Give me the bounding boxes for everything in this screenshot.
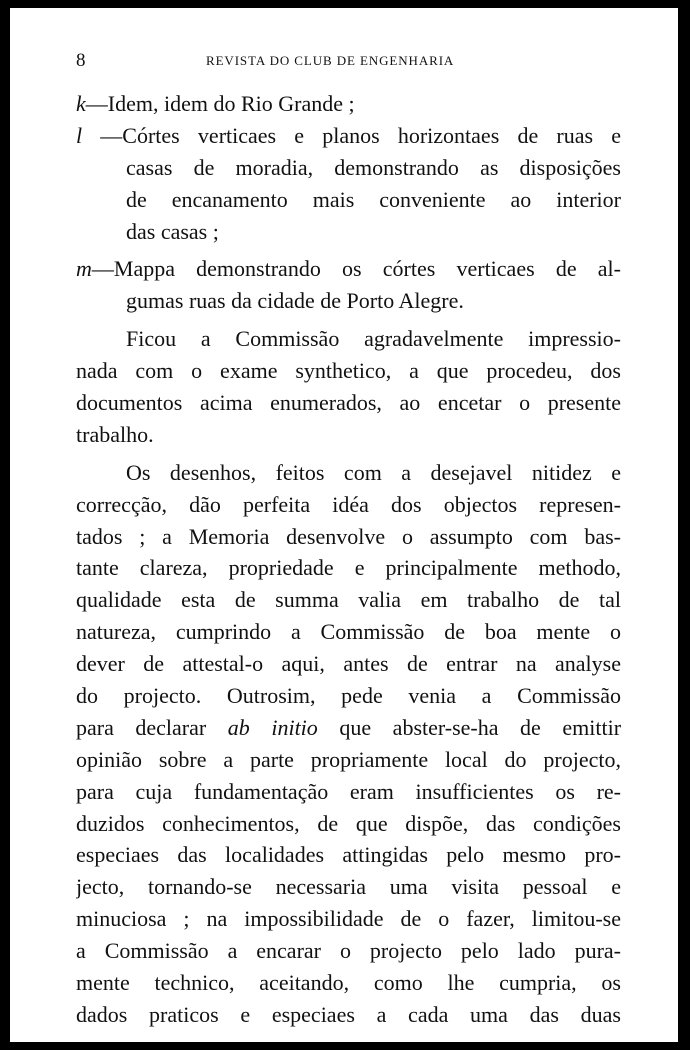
text-line: trabalho. [76, 421, 154, 447]
text-line: de encanamento mais conveniente ao interior [126, 186, 621, 212]
book-page [10, 8, 678, 1042]
text-line: para cuja fundamentação eram insufficientes os re- [76, 778, 621, 804]
list-item-key: k [76, 91, 86, 116]
text-line: gumas ruas da cidade de Porto Alegre. [126, 288, 464, 314]
text-line: tante clareza, propriedade e principalmente methodo, [76, 555, 621, 581]
list-item-m [76, 253, 621, 285]
text-line: Os desenhos, feitos com a desejavel nitidez e [126, 459, 621, 485]
text-line [76, 712, 621, 744]
text-line: das casas ; [126, 218, 219, 244]
latin-phrase: ab initio [227, 714, 318, 740]
list-item-key: l [76, 122, 83, 148]
list-item-text: —Idem, idem do Rio Grande ; [85, 91, 355, 116]
text-line: documentos acima enumerados, ao encetar o presente [76, 390, 621, 416]
text-line: tados ; a Memoria desenvolve o assumpto com bas- [76, 523, 621, 549]
body-text [76, 88, 621, 1031]
list-item-k [76, 88, 621, 120]
text-line: natureza, cumprindo a Commissão de boa mente o [76, 619, 621, 645]
text-line: jecto, tornando-se necessaria uma visita pessoal e [76, 874, 621, 900]
text-line: correcção, dão perfeita idéa dos objectos represen- [76, 491, 621, 517]
list-item-text: —Córtes verticaes e planos horizontaes de ruas e [82, 122, 621, 148]
list-item-text: —Mappa demonstrando os córtes verticaes de al- [91, 256, 621, 282]
text-line: dados praticos e especiaes a cada uma das duas [76, 1001, 621, 1027]
text-line: especiaes das localidades attingidas pelo mesmo pro- [76, 842, 621, 868]
text-line: qualidade esta de summa valia em trabalho de tal [76, 587, 621, 613]
text-line: casas de moradia, demonstrando as disposições [126, 154, 621, 180]
text-line: dever de attestal-o aqui, antes de entrar na analyse [76, 651, 621, 677]
text-segment: que abster-se-ha de emittir [339, 714, 621, 740]
text-line: do projecto. Outrosim, pede venia a Commissão [76, 683, 621, 709]
text-line: mente technico, aceitando, como lhe cumpria, os [76, 970, 621, 996]
list-item-l [76, 120, 621, 152]
text-line: opinião sobre a parte propriamente local do projecto, [76, 746, 621, 772]
text-segment: para declarar [76, 714, 207, 740]
text-line: duzidos conhecimentos, de que dispõe, das condições [76, 810, 621, 836]
page-header [76, 50, 616, 74]
running-title: REVISTA DO CLUB DE ENGENHARIA [206, 53, 455, 68]
page-number: 8 [76, 50, 86, 71]
text-line: a Commissão a encarar o projecto pelo lado pura- [76, 938, 621, 964]
text-line: Ficou a Commissão agradavelmente impressio- [126, 326, 621, 352]
text-line: minuciosa ; na impossibilidade de o fazer, limitou-se [76, 906, 621, 932]
text-line: nada com o exame synthetico, a que procedeu, dos [76, 358, 621, 384]
list-item-key: m [76, 256, 92, 282]
